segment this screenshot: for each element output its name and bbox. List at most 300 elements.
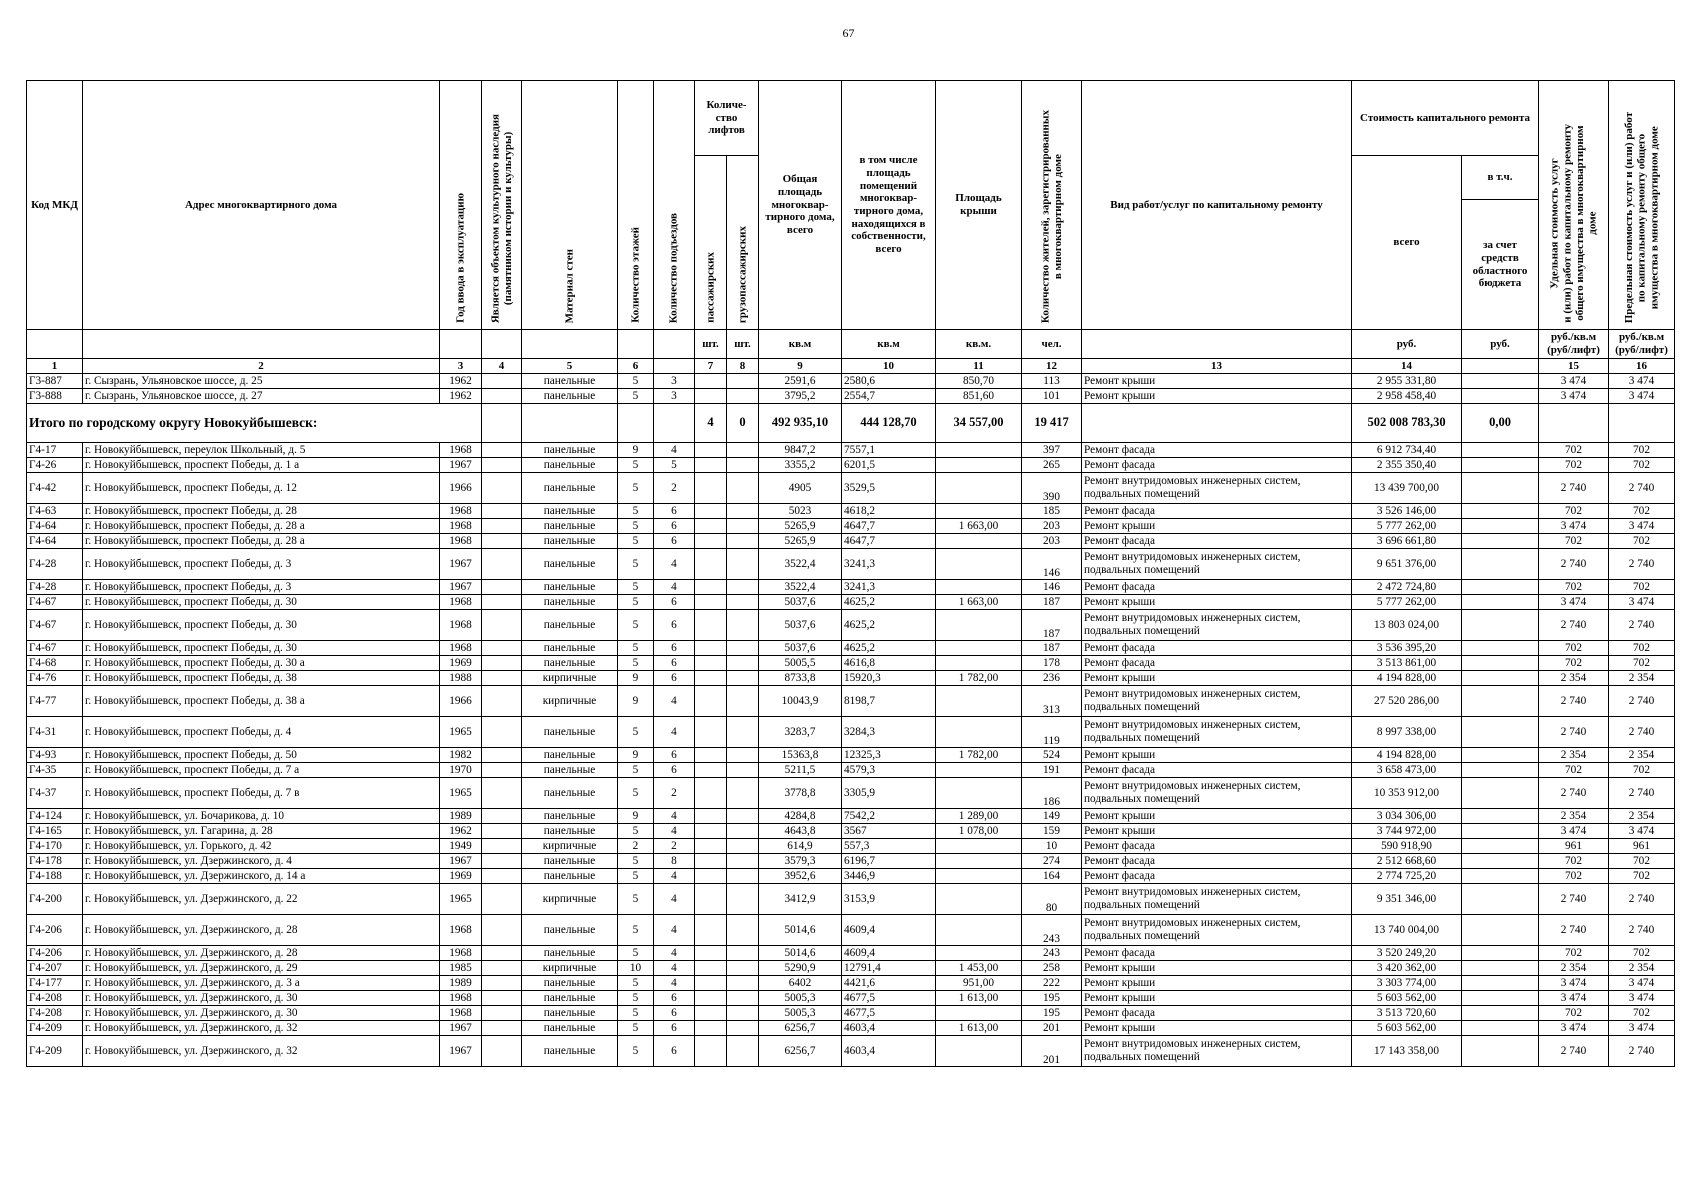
cell-material: панельные — [522, 443, 618, 458]
cell-material: панельные — [522, 717, 618, 748]
cell-address: г. Новокуйбышевск, ул. Дзержинского, д. 32 — [83, 1036, 440, 1067]
cell-regional — [1462, 961, 1539, 976]
cell-material: кирпичные — [522, 961, 618, 976]
cell-code: Г4-68 — [27, 656, 83, 671]
cell-regional — [1462, 717, 1539, 748]
table-row — [27, 443, 1675, 458]
cell-residents: 203 — [1022, 534, 1082, 549]
cell-roof-area — [936, 946, 1022, 961]
cell-regional — [1462, 1021, 1539, 1036]
cell-lifts-cargo — [727, 869, 759, 884]
cell-roof-area — [936, 641, 1022, 656]
cell-heritage — [482, 1036, 522, 1067]
cell-roof-area: 1 453,00 — [936, 961, 1022, 976]
table-row — [27, 763, 1675, 778]
cell-address: г. Сызрань, Ульяновское шоссе, д. 25 — [83, 374, 440, 389]
cell-unit-cost: 702 — [1539, 854, 1609, 869]
cell-heritage — [482, 717, 522, 748]
cell-floors: 5 — [618, 473, 654, 504]
cell-regional — [1462, 534, 1539, 549]
cell-cost: 3 513 720,60 — [1352, 1006, 1462, 1021]
cell-material: панельные — [522, 374, 618, 389]
cell-owned-area: 4677,5 — [842, 991, 936, 1006]
cell-floors: 5 — [618, 915, 654, 946]
cell-owned-area: 3241,3 — [842, 580, 936, 595]
table-row — [27, 884, 1675, 915]
cell-heritage — [482, 763, 522, 778]
cell-entrances: 8 — [654, 854, 695, 869]
table-row — [27, 686, 1675, 717]
cell-year: 1968 — [440, 443, 482, 458]
cell-roof-area — [936, 854, 1022, 869]
cell-roof-area — [936, 915, 1022, 946]
cell-address: г. Новокуйбышевск, ул. Дзержинского, д. 14 а — [83, 869, 440, 884]
cell-floors: 5 — [618, 595, 654, 610]
cell-lifts-passenger — [695, 809, 727, 824]
cell-cost: 2 355 350,40 — [1352, 458, 1462, 473]
cell-material: панельные — [522, 763, 618, 778]
cell-residents: 265 — [1022, 458, 1082, 473]
cell-lifts-cargo — [727, 374, 759, 389]
cell-code: Г4-208 — [27, 991, 83, 1006]
table-row — [27, 671, 1675, 686]
header-code: Код МКД — [27, 81, 83, 330]
table-row — [27, 595, 1675, 610]
cell-owned-area: 4421,6 — [842, 976, 936, 991]
cell-address: г. Новокуйбышевск, ул. Дзержинского, д. 4 — [83, 854, 440, 869]
cell-max-cost: 961 — [1609, 839, 1675, 854]
cell-regional — [1462, 504, 1539, 519]
header-lifts-cargo: грузопассажирских — [727, 156, 759, 330]
cell-address: г. Новокуйбышевск, проспект Победы, д. 3 — [83, 580, 440, 595]
cell-total-area: 5211,5 — [759, 763, 842, 778]
cell-regional — [1462, 1006, 1539, 1021]
cell-total-area: 5290,9 — [759, 961, 842, 976]
cell-regional — [1462, 946, 1539, 961]
col-number-empty — [1462, 359, 1539, 374]
cell-max-cost: 2 740 — [1609, 915, 1675, 946]
cell-total-area: 5037,6 — [759, 641, 842, 656]
cell-max-cost: 702 — [1609, 656, 1675, 671]
cell-floors: 5 — [618, 991, 654, 1006]
cell-address: г. Новокуйбышевск, ул. Дзержинского, д. 28 — [83, 915, 440, 946]
cell-unit-cost: 702 — [1539, 458, 1609, 473]
cell-material: кирпичные — [522, 839, 618, 854]
unit-empty — [1082, 330, 1352, 359]
cell-entrances: 4 — [654, 884, 695, 915]
cell-year: 1967 — [440, 458, 482, 473]
header-incl: в т.ч. — [1462, 156, 1539, 200]
cell-heritage — [482, 1006, 522, 1021]
cell-max-cost: 2 740 — [1609, 717, 1675, 748]
cell-roof-area — [936, 473, 1022, 504]
table-row — [27, 473, 1675, 504]
cell-unit-cost: 2 354 — [1539, 961, 1609, 976]
unit-empty — [618, 330, 654, 359]
cell-max-cost: 2 740 — [1609, 473, 1675, 504]
cell-cost: 13 740 004,00 — [1352, 915, 1462, 946]
cell-lifts-passenger — [695, 748, 727, 763]
cell-year: 1967 — [440, 854, 482, 869]
cell-max-cost: 2 354 — [1609, 671, 1675, 686]
cell-lifts-cargo — [727, 748, 759, 763]
cell-address: г. Новокуйбышевск, проспект Победы, д. 4 — [83, 717, 440, 748]
cell-year: 1969 — [440, 656, 482, 671]
header-work-type: Вид работ/услуг по капитальному ремонту — [1082, 81, 1352, 330]
cell-regional — [1462, 748, 1539, 763]
table-row — [27, 809, 1675, 824]
table-row — [27, 1021, 1675, 1036]
cell-unit-cost: 702 — [1539, 580, 1609, 595]
cell-unit-cost: 961 — [1539, 839, 1609, 854]
cell-cost: 3 303 774,00 — [1352, 976, 1462, 991]
cell-owned-area: 12325,3 — [842, 748, 936, 763]
cell-lifts-passenger — [695, 671, 727, 686]
cell-lifts-passenger — [695, 946, 727, 961]
cell-heritage — [482, 946, 522, 961]
subtotal-empty — [618, 404, 654, 443]
cell-owned-area: 3241,3 — [842, 549, 936, 580]
cell-residents: 191 — [1022, 763, 1082, 778]
cell-unit-cost: 702 — [1539, 656, 1609, 671]
cell-owned-area: 4625,2 — [842, 610, 936, 641]
cell-max-cost: 3 474 — [1609, 595, 1675, 610]
cell-year: 1968 — [440, 946, 482, 961]
cell-heritage — [482, 748, 522, 763]
table-row — [27, 1006, 1675, 1021]
cell-work: Ремонт крыши — [1082, 595, 1352, 610]
cell-address: г. Новокуйбышевск, ул. Дзержинского, д. 30 — [83, 1006, 440, 1021]
cell-floors: 5 — [618, 717, 654, 748]
cell-roof-area — [936, 458, 1022, 473]
cell-floors: 9 — [618, 686, 654, 717]
cell-owned-area: 15920,3 — [842, 671, 936, 686]
cell-floors: 5 — [618, 549, 654, 580]
cell-material: панельные — [522, 473, 618, 504]
cell-code: Г4-188 — [27, 869, 83, 884]
cell-year: 1967 — [440, 1021, 482, 1036]
cell-roof-area — [936, 884, 1022, 915]
cell-floors: 5 — [618, 869, 654, 884]
cell-owned-area: 4625,2 — [842, 595, 936, 610]
cell-year: 1968 — [440, 915, 482, 946]
cell-owned-area: 7542,2 — [842, 809, 936, 824]
cell-work: Ремонт фасада — [1082, 854, 1352, 869]
cell-roof-area — [936, 778, 1022, 809]
cell-lifts-passenger — [695, 915, 727, 946]
cell-heritage — [482, 549, 522, 580]
cell-max-cost: 702 — [1609, 534, 1675, 549]
cell-unit-cost: 2 354 — [1539, 671, 1609, 686]
cell-owned-area: 4579,3 — [842, 763, 936, 778]
cell-year: 1989 — [440, 809, 482, 824]
cell-lifts-cargo — [727, 717, 759, 748]
cell-max-cost: 702 — [1609, 1006, 1675, 1021]
cell-unit-cost: 2 740 — [1539, 915, 1609, 946]
cell-year: 1966 — [440, 473, 482, 504]
cell-work: Ремонт фасада — [1082, 458, 1352, 473]
cell-year: 1965 — [440, 778, 482, 809]
cell-owned-area: 8198,7 — [842, 686, 936, 717]
cell-material: кирпичные — [522, 884, 618, 915]
cell-lifts-cargo — [727, 1006, 759, 1021]
page-number: 67 — [842, 26, 855, 40]
cell-cost: 3 696 661,80 — [1352, 534, 1462, 549]
cell-code: Г4-206 — [27, 915, 83, 946]
cell-heritage — [482, 991, 522, 1006]
cell-heritage — [482, 443, 522, 458]
header-address: Адрес многоквартирного дома — [83, 81, 440, 330]
cell-max-cost: 3 474 — [1609, 1021, 1675, 1036]
cell-roof-area: 1 613,00 — [936, 1021, 1022, 1036]
col-number: 8 — [727, 359, 759, 374]
subtotal-label: Итого по городскому округу Новокуйбышевск: — [27, 404, 482, 443]
cell-owned-area: 3305,9 — [842, 778, 936, 809]
cell-lifts-passenger — [695, 717, 727, 748]
cell-total-area: 2591,6 — [759, 374, 842, 389]
cell-work: Ремонт внутридомовых инженерных систем, подвальных помещений — [1082, 473, 1352, 504]
cell-cost: 10 353 912,00 — [1352, 778, 1462, 809]
unit-empty — [440, 330, 482, 359]
cell-floors: 5 — [618, 534, 654, 549]
cell-entrances: 4 — [654, 824, 695, 839]
col-number: 1 — [27, 359, 83, 374]
cell-residents: 195 — [1022, 991, 1082, 1006]
cell-year: 1949 — [440, 839, 482, 854]
cell-lifts-passenger — [695, 824, 727, 839]
cell-regional — [1462, 595, 1539, 610]
cell-lifts-passenger — [695, 443, 727, 458]
cell-regional — [1462, 656, 1539, 671]
cell-entrances: 2 — [654, 778, 695, 809]
table-row — [27, 504, 1675, 519]
cell-roof-area — [936, 534, 1022, 549]
cell-address: г. Новокуйбышевск, проспект Победы, д. 7 а — [83, 763, 440, 778]
cell-roof-area — [936, 504, 1022, 519]
cell-code: Г4-67 — [27, 641, 83, 656]
cell-entrances: 4 — [654, 915, 695, 946]
cell-cost: 3 513 861,00 — [1352, 656, 1462, 671]
cell-max-cost: 3 474 — [1609, 374, 1675, 389]
cell-total-area: 3579,3 — [759, 854, 842, 869]
cell-heritage — [482, 671, 522, 686]
cell-lifts-passenger — [695, 839, 727, 854]
col-number: 14 — [1352, 359, 1462, 374]
col-number: 4 — [482, 359, 522, 374]
cell-code: Г4-165 — [27, 824, 83, 839]
cell-max-cost: 702 — [1609, 854, 1675, 869]
cell-roof-area: 850,70 — [936, 374, 1022, 389]
cell-regional — [1462, 443, 1539, 458]
cell-regional — [1462, 839, 1539, 854]
cell-work: Ремонт фасада — [1082, 580, 1352, 595]
cell-work: Ремонт внутридомовых инженерных систем, подвальных помещений — [1082, 915, 1352, 946]
cell-heritage — [482, 458, 522, 473]
cell-cost: 8 997 338,00 — [1352, 717, 1462, 748]
cell-unit-cost: 702 — [1539, 504, 1609, 519]
cell-floors: 5 — [618, 458, 654, 473]
cell-heritage — [482, 473, 522, 504]
cell-work: Ремонт фасада — [1082, 443, 1352, 458]
cell-heritage — [482, 961, 522, 976]
cell-entrances: 3 — [654, 374, 695, 389]
cell-cost: 5 777 262,00 — [1352, 519, 1462, 534]
table-row — [27, 458, 1675, 473]
cell-lifts-passenger — [695, 656, 727, 671]
cell-lifts-passenger — [695, 763, 727, 778]
cell-material: панельные — [522, 854, 618, 869]
cell-floors: 5 — [618, 580, 654, 595]
cell-address: г. Новокуйбышевск, проспект Победы, д. 28 а — [83, 519, 440, 534]
cell-address: г. Новокуйбышевск, проспект Победы, д. 28 — [83, 504, 440, 519]
cell-material: панельные — [522, 1036, 618, 1067]
cell-cost: 2 774 725,20 — [1352, 869, 1462, 884]
unit-pcs: шт. — [727, 330, 759, 359]
cell-regional — [1462, 519, 1539, 534]
table-row — [27, 839, 1675, 854]
cell-max-cost: 2 740 — [1609, 1036, 1675, 1067]
cell-residents: 149 — [1022, 809, 1082, 824]
cell-residents: 390 — [1022, 473, 1082, 504]
cell-lifts-passenger — [695, 854, 727, 869]
header-year: Год ввода в эксплуатацию — [440, 81, 482, 330]
cell-residents: 195 — [1022, 1006, 1082, 1021]
cell-cost: 590 918,90 — [1352, 839, 1462, 854]
cell-floors: 5 — [618, 641, 654, 656]
cell-regional — [1462, 610, 1539, 641]
cell-material: панельные — [522, 458, 618, 473]
cell-work: Ремонт внутридомовых инженерных систем, подвальных помещений — [1082, 610, 1352, 641]
cell-code: Г4-209 — [27, 1036, 83, 1067]
cell-heritage — [482, 580, 522, 595]
cell-owned-area: 4647,7 — [842, 519, 936, 534]
header-max-cost: Предельная стоимость услуг и (или) работ по капитальному ремонту общего имущества в многоквартирном доме — [1609, 81, 1675, 330]
cell-owned-area: 4603,4 — [842, 1036, 936, 1067]
cell-roof-area — [936, 686, 1022, 717]
cell-floors: 5 — [618, 504, 654, 519]
cell-cost: 3 034 306,00 — [1352, 809, 1462, 824]
cell-code: Г4-64 — [27, 519, 83, 534]
cell-code: Г4-178 — [27, 854, 83, 869]
cell-floors: 5 — [618, 884, 654, 915]
cell-lifts-passenger — [695, 549, 727, 580]
unit-empty — [522, 330, 618, 359]
unit-sqm: кв.м — [759, 330, 842, 359]
unit-empty — [654, 330, 695, 359]
cell-material: кирпичные — [522, 671, 618, 686]
cell-code: Г4-207 — [27, 961, 83, 976]
cell-lifts-cargo — [727, 549, 759, 580]
cell-year: 1968 — [440, 595, 482, 610]
table-row — [27, 748, 1675, 763]
cell-total-area: 3952,6 — [759, 869, 842, 884]
subtotal-owned-area: 444 128,70 — [842, 404, 936, 443]
cell-max-cost: 3 474 — [1609, 824, 1675, 839]
cell-floors: 5 — [618, 519, 654, 534]
cell-lifts-cargo — [727, 580, 759, 595]
cell-residents: 146 — [1022, 580, 1082, 595]
cell-entrances: 6 — [654, 519, 695, 534]
subtotal-lifts-passenger: 4 — [695, 404, 727, 443]
cell-code: Г3-887 — [27, 374, 83, 389]
cell-residents: 80 — [1022, 884, 1082, 915]
cell-year: 1967 — [440, 580, 482, 595]
cell-lifts-passenger — [695, 961, 727, 976]
cell-work: Ремонт крыши — [1082, 374, 1352, 389]
cell-lifts-cargo — [727, 504, 759, 519]
cell-total-area: 6256,7 — [759, 1021, 842, 1036]
cell-residents: 524 — [1022, 748, 1082, 763]
cell-total-area: 9847,2 — [759, 443, 842, 458]
cell-entrances: 6 — [654, 641, 695, 656]
cell-unit-cost: 2 740 — [1539, 549, 1609, 580]
cell-max-cost: 702 — [1609, 580, 1675, 595]
col-number: 12 — [1022, 359, 1082, 374]
cell-unit-cost: 2 740 — [1539, 473, 1609, 504]
cell-total-area: 3355,2 — [759, 458, 842, 473]
cell-code: Г4-209 — [27, 1021, 83, 1036]
cell-code: Г4-26 — [27, 458, 83, 473]
cell-cost: 13 803 024,00 — [1352, 610, 1462, 641]
header-cost-group: Стоимость капитального ремонта — [1352, 81, 1539, 156]
cell-residents: 187 — [1022, 641, 1082, 656]
cell-address: г. Новокуйбышевск, проспект Победы, д. 30 — [83, 595, 440, 610]
cell-cost: 2 472 724,80 — [1352, 580, 1462, 595]
cell-owned-area: 6196,7 — [842, 854, 936, 869]
cell-code: Г4-31 — [27, 717, 83, 748]
cell-unit-cost: 702 — [1539, 443, 1609, 458]
cell-address: г. Новокуйбышевск, проспект Победы, д. 28 а — [83, 534, 440, 549]
unit-rub: руб. — [1352, 330, 1462, 359]
cell-floors: 5 — [618, 610, 654, 641]
cell-code: Г4-124 — [27, 809, 83, 824]
cell-owned-area: 4647,7 — [842, 534, 936, 549]
cell-lifts-cargo — [727, 473, 759, 504]
cell-material: панельные — [522, 976, 618, 991]
cell-roof-area: 951,00 — [936, 976, 1022, 991]
cell-residents: 236 — [1022, 671, 1082, 686]
cell-cost: 27 520 286,00 — [1352, 686, 1462, 717]
cell-max-cost: 702 — [1609, 869, 1675, 884]
cell-total-area: 5265,9 — [759, 519, 842, 534]
cell-heritage — [482, 869, 522, 884]
cell-heritage — [482, 884, 522, 915]
cell-lifts-passenger — [695, 504, 727, 519]
cell-roof-area: 1 663,00 — [936, 519, 1022, 534]
cell-unit-cost: 2 740 — [1539, 778, 1609, 809]
cell-work: Ремонт внутридомовых инженерных систем, подвальных помещений — [1082, 884, 1352, 915]
cell-total-area: 5014,6 — [759, 915, 842, 946]
cell-unit-cost: 2 740 — [1539, 686, 1609, 717]
header-lifts-passenger: пассажирских — [695, 156, 727, 330]
cell-roof-area: 1 078,00 — [936, 824, 1022, 839]
cell-lifts-cargo — [727, 519, 759, 534]
col-number: 10 — [842, 359, 936, 374]
cell-total-area: 5037,6 — [759, 610, 842, 641]
cell-unit-cost: 2 354 — [1539, 809, 1609, 824]
cell-max-cost: 3 474 — [1609, 519, 1675, 534]
cell-cost: 3 526 146,00 — [1352, 504, 1462, 519]
cell-material: панельные — [522, 610, 618, 641]
cell-address: г. Новокуйбышевск, проспект Победы, д. 38 — [83, 671, 440, 686]
cell-cost: 2 958 458,40 — [1352, 389, 1462, 404]
cell-owned-area: 3529,5 — [842, 473, 936, 504]
subtotal-empty — [1539, 404, 1609, 443]
cell-entrances: 6 — [654, 763, 695, 778]
cell-regional — [1462, 549, 1539, 580]
cell-address: г. Новокуйбышевск, проспект Победы, д. 30 — [83, 610, 440, 641]
cell-code: Г4-28 — [27, 580, 83, 595]
